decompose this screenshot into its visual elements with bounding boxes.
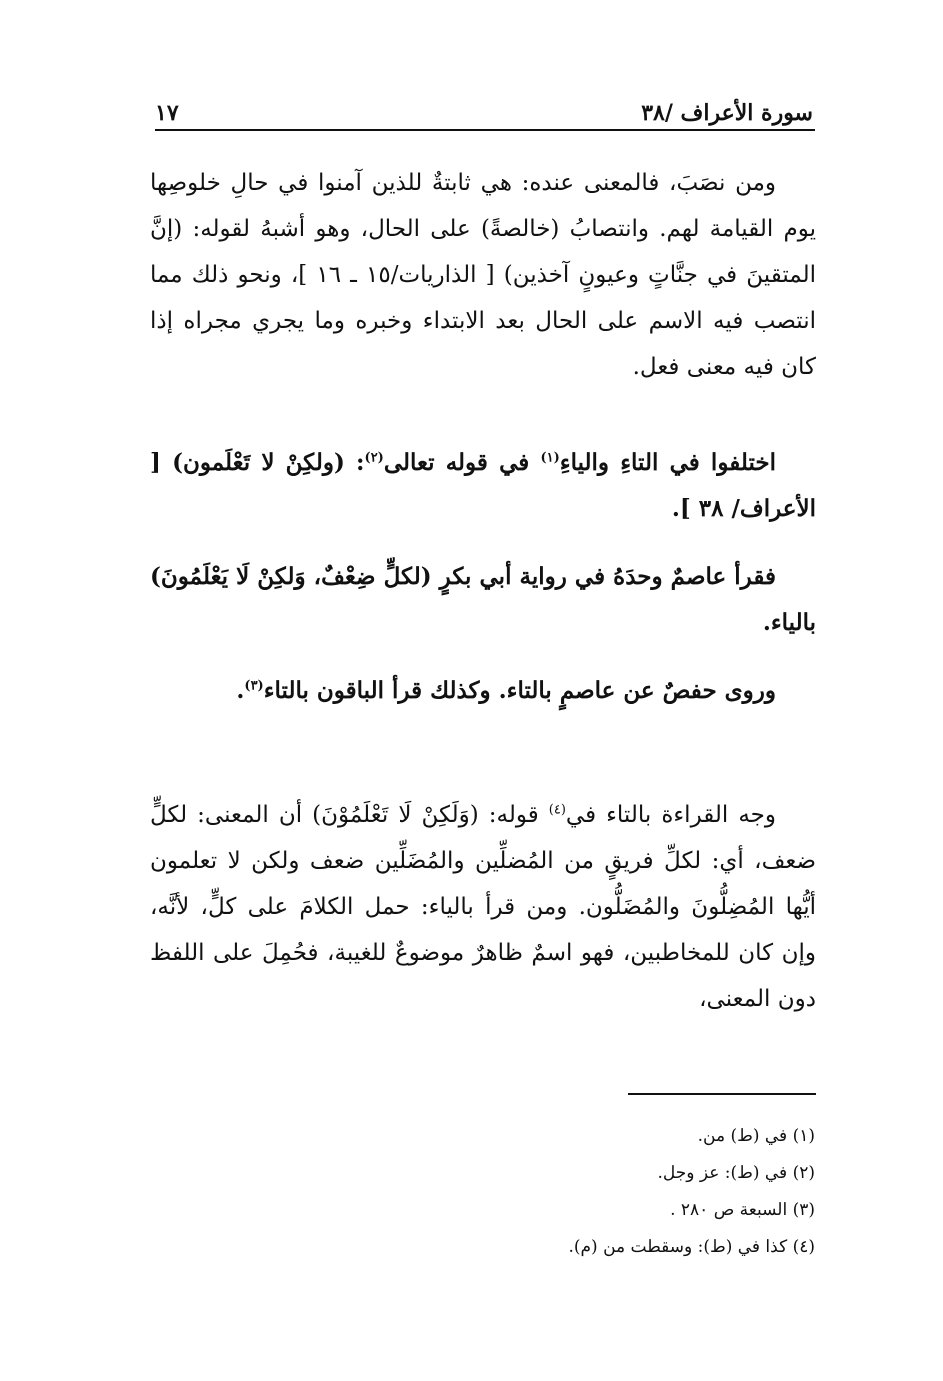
paragraph-5-part-a: وجه القراءة بالتاء في xyxy=(565,802,776,828)
footnote-4: (٤) كذا في (ط): وسقطت من (م). xyxy=(568,1237,815,1257)
footnote-ref-1: (١) xyxy=(540,450,560,466)
footnotes xyxy=(215,1118,815,1266)
footnote-ref-2: (٢) xyxy=(364,450,384,466)
footnote-ref-4: (٤) xyxy=(548,802,566,818)
paragraph-4-part-a: وروى حفصٌ عن عاصمٍ بالتاء. وكذلك قرأ الباقون بالتاء xyxy=(263,677,776,704)
header-rule xyxy=(155,129,815,131)
footnote-3: (٣) السبعة ص ٢٨٠ . xyxy=(670,1200,815,1220)
running-header xyxy=(155,86,813,126)
paragraph-2-part-b: في قوله تعالى xyxy=(383,449,541,476)
paragraph-3: فقرأ عاصمٌ وحدَهُ في رواية أبي بكرٍ (لكلٍّ ضِعْفٌ، وَلكِنْ لَا يَعْلَمُونَ) بالياء. xyxy=(150,563,816,636)
paragraph-4-part-b: . xyxy=(236,677,245,704)
paragraph-5 xyxy=(150,792,816,1022)
main-text xyxy=(150,160,816,1022)
footnote-separator xyxy=(628,1093,816,1095)
paragraph-4 xyxy=(150,668,816,760)
header-title: سورة الأعراف /٣٨ xyxy=(641,100,813,126)
page-number: ١٧ xyxy=(155,100,179,126)
footnote-ref-3: (٣) xyxy=(244,678,264,694)
paragraph-2 xyxy=(150,440,816,532)
paragraph-2-part-c: : (ولكِنْ لا تَعْلَمون) [ الأعراف/ ٣٨ ]. xyxy=(150,449,816,522)
footnote-1: (١) في (ط) من. xyxy=(697,1126,815,1146)
footnote-2: (٢) في (ط): عز وجل. xyxy=(657,1163,815,1183)
paragraph-5-part-b: قوله: (وَلَكِنْ لَا تَعْلَمُوْنَ) أن المعنى: لكلٍّ ضعف، أي: لكلِّ فريقٍ من المُضلِّين والمُضَلِّين ضعف ولكن لا تعلمون أيُّها المُضِلُّونَ والمُضَلُّون. ومن قرأ بالياء: حمل الكلامَ على كلٍّ، لأنَّه، وإن كان للمخاطبين، فهو اسمٌ ظاهرٌ موضوعٌ للغيبة، فحُمِلَ على اللفظ دون المعنى، xyxy=(150,802,816,1012)
paragraph-1: ومن نصَبَ، فالمعنى عنده: هي ثابتةٌ للذين آمنوا في حالِ خلوصِها يوم القيامة لهم. وانتصابُ (خالصةً) على الحال، وهو أشبهُ لقوله: (إنَّ المتقينَ في جنَّاتٍ وعيونٍ آخذين) [ الذاريات/١٥ ـ ١٦ ]، ونحو ذلك مما انتصب فيه الاسم على الحال بعد الابتداء وخبره وما يجري مجراه إذا كان فيه معنى فعل. xyxy=(150,170,816,380)
paragraph-2-part-a: اختلفوا في التاءِ والياءِ xyxy=(559,449,776,476)
